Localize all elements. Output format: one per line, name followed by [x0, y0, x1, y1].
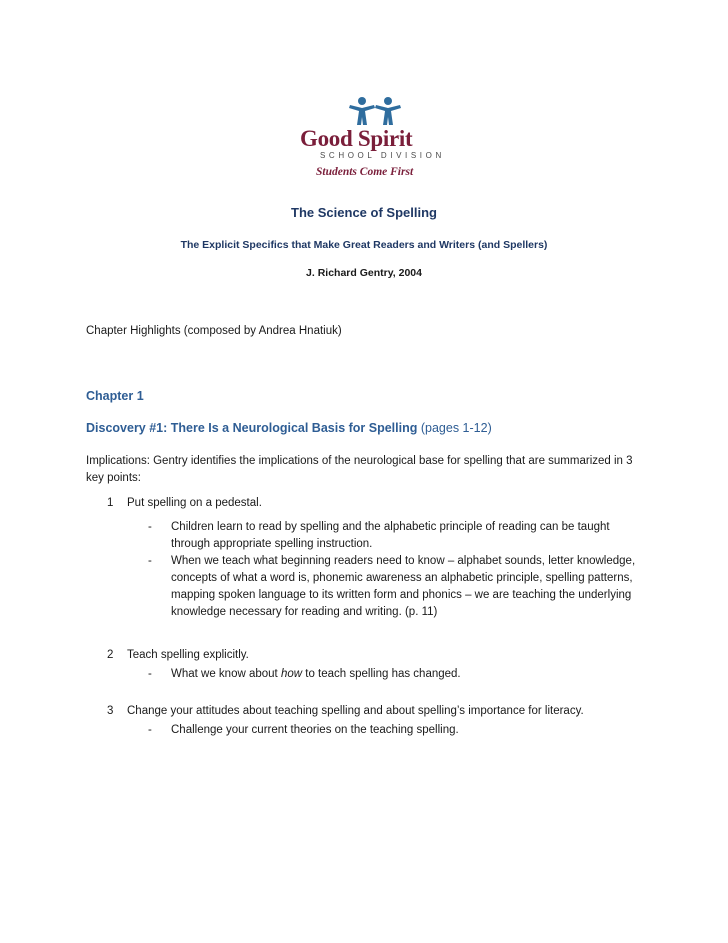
list-item-text: Put spelling on a pedestal. — [127, 497, 262, 509]
chapter-heading: Chapter 1 — [86, 389, 144, 403]
list-item — [107, 649, 249, 661]
document-title: The Science of Spelling — [291, 205, 437, 220]
list-item — [107, 705, 584, 717]
bullet-dash: - — [148, 555, 152, 567]
bullet-text: Challenge your current theories on the teaching spelling. — [171, 724, 459, 736]
bullet-dash: - — [148, 521, 152, 533]
highlights-line: Chapter Highlights (composed by Andrea Hnatiuk) — [86, 325, 342, 337]
discovery-heading — [86, 421, 492, 435]
implications-paragraph: Implications: Gentry identifies the implications of the neurological base for spelling that are summarized in 3 key points: — [86, 455, 633, 484]
logo-division: SCHOOL DIVISION — [320, 151, 445, 160]
bullet-text-end: to teach spelling has changed. — [302, 668, 461, 680]
list-item-number: 3 — [107, 705, 114, 717]
bullet-text: When we teach what beginning readers need to know – alphabet sounds, letter knowledge, concepts of what a word is, phonemic awareness an alphabetic principle, spelling patterns, mapping spoken language to its written form and phonics – we are teaching the underlying knowledge necessary for reading and writing. (p. 11) — [171, 555, 636, 618]
bullet-text-start: What we know about — [171, 668, 281, 680]
figures-icon — [348, 96, 404, 126]
document-subtitle: The Explicit Specifics that Make Great Readers and Writers (and Spellers) — [180, 239, 548, 251]
list-item-number: 2 — [107, 649, 114, 661]
discovery-title: Discovery #1: There Is a Neurological Basis for Spelling — [86, 421, 418, 435]
bullet-text — [171, 666, 641, 683]
list-item-number: 1 — [107, 497, 114, 509]
logo-brand: Good Spirit — [300, 126, 413, 151]
logo-motto: Students Come First — [316, 166, 414, 178]
list-item-text: Teach spelling explicitly. — [127, 649, 249, 661]
bullet-text-emphasis: how — [280, 668, 303, 680]
list-item — [107, 497, 262, 509]
list-item-text: Change your attitudes about teaching spelling and about spelling’s importance for literacy. — [127, 705, 584, 717]
bullet-text: Children learn to read by spelling and the alphabetic principle of reading can be taught through appropriate spelling instruction. — [171, 521, 610, 550]
discovery-pages: (pages 1-12) — [420, 421, 492, 435]
school-logo — [296, 96, 445, 186]
bullet-dash: - — [148, 668, 152, 680]
bullet-dash: - — [148, 724, 152, 736]
document-author: J. Richard Gentry, 2004 — [306, 267, 422, 279]
